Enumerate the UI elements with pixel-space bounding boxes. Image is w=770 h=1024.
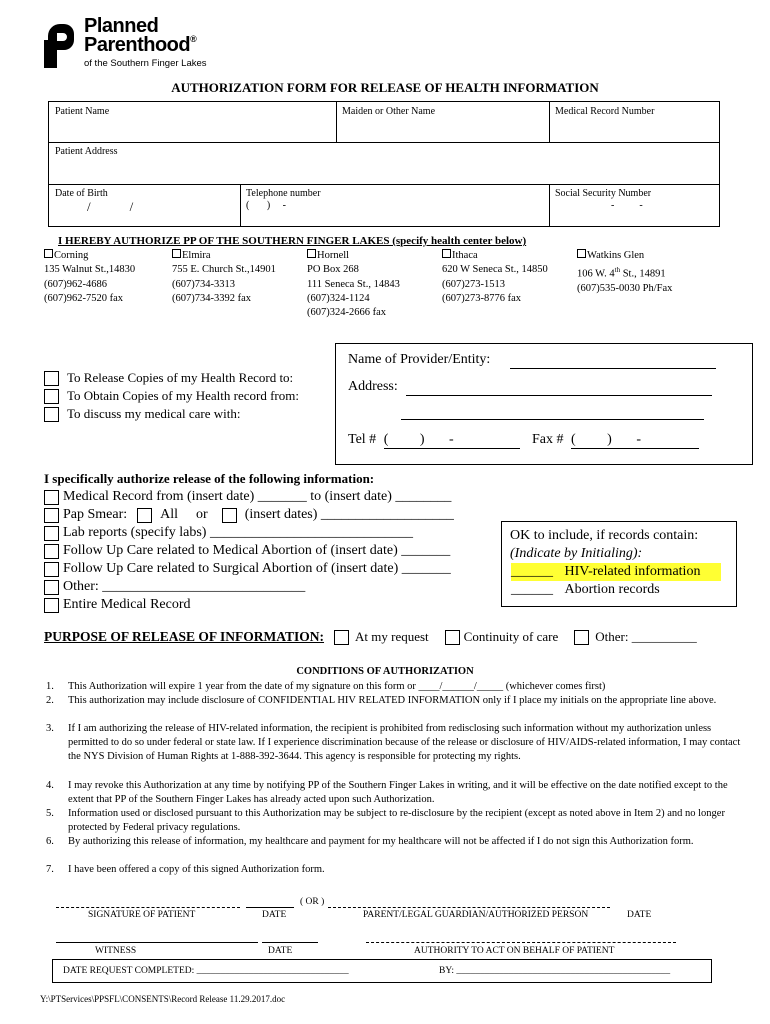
option-release-copies[interactable]	[44, 369, 299, 387]
center-line: (607)324-1124	[307, 292, 370, 304]
center-line: PO Box 268	[307, 264, 359, 276]
option-label: To Obtain Copies of my Health record from:	[67, 388, 299, 403]
center-line: (607)962-4686	[44, 278, 107, 290]
purpose-label: PURPOSE OF RELEASE OF INFORMATION:	[44, 629, 325, 644]
dob-label: Date of Birth	[55, 188, 108, 199]
ssn-format: - -	[611, 200, 643, 211]
center-name: Ithaca	[452, 250, 478, 261]
checkbox-icon	[172, 249, 181, 258]
witness-signature-line[interactable]	[56, 942, 258, 943]
center-line: (607)734-3313	[172, 278, 235, 290]
health-center-watkins-glen	[577, 249, 672, 296]
center-line: (607)962-7520 fax	[44, 292, 124, 304]
provider-fax-row[interactable]	[532, 432, 699, 449]
center-line: 620 W Seneca St., 14850	[442, 264, 548, 276]
condition-text: Information used or disclosed pursuant to this Authorization may be subject to re-disclosure by the recipient (except as noted above in Item 2) and no longer protected by Federal privacy regulations.	[68, 807, 725, 833]
insert-dates-label: (insert dates) ___________________	[244, 507, 454, 522]
provider-name-label: Name of Provider/Entity:	[348, 352, 491, 367]
ok-include-line1: OK to include, if records contain:	[510, 528, 699, 543]
condition-text: I have been offered a copy of this signed Authorization form.	[68, 864, 325, 876]
conditions-list	[46, 680, 746, 890]
center-line: (607)273-1513	[442, 278, 505, 290]
health-center-ithaca	[442, 249, 548, 306]
dob-format: / /	[87, 199, 134, 214]
checkbox-icon	[44, 371, 59, 386]
condition-number: 3.	[46, 723, 54, 735]
authority-line[interactable]	[366, 942, 676, 943]
center-checkbox-watkins-glen[interactable]	[577, 249, 672, 263]
ssn-label: Social Security Number	[555, 188, 652, 199]
or-label: or	[196, 507, 208, 522]
release-item-label: Medical Record from (insert date) _______ to (insert date) ________	[63, 489, 452, 504]
checkbox-icon	[44, 562, 59, 577]
option-label: To discuss my medical care with:	[67, 406, 241, 421]
mrn-label: Medical Record Number	[555, 106, 655, 117]
witness-date-line[interactable]	[262, 942, 318, 943]
patient-date-label: DATE	[262, 910, 287, 920]
patient-info-grid	[48, 101, 720, 227]
release-items	[44, 488, 454, 614]
hiv-blank: ______	[511, 564, 553, 579]
date-of-birth-field[interactable]	[49, 184, 240, 226]
fax-label: Fax #	[532, 432, 564, 447]
checkbox-icon	[577, 249, 586, 258]
logo-line2-text: Parenthood	[84, 34, 191, 56]
release-medical-abortion[interactable]	[44, 542, 454, 560]
parent-signature-line[interactable]	[328, 907, 610, 908]
center-line: 111 Seneca St., 14843	[307, 278, 400, 290]
maiden-name-field[interactable]	[336, 102, 549, 142]
authority-label: AUTHORITY TO ACT ON BEHALF OF PATIENT	[414, 946, 615, 956]
center-checkbox-ithaca[interactable]	[442, 249, 548, 263]
checkbox-icon	[442, 249, 451, 258]
center-line: (607)324-2666 fax	[307, 307, 387, 319]
checkbox-icon	[307, 249, 316, 258]
abortion-blank: ______	[511, 582, 553, 597]
patient-address-field[interactable]	[49, 142, 719, 184]
center-name: Corning	[54, 250, 89, 261]
condition-number: 6.	[46, 836, 54, 848]
purpose-other-label: Other: __________	[595, 629, 697, 644]
release-item-label: Follow Up Care related to Medical Abortion of (insert date) _______	[63, 543, 451, 558]
release-item-label: Other: _____________________________	[63, 579, 306, 594]
logo-line2	[84, 34, 196, 57]
purpose-continuity-label: Continuity of care	[463, 629, 559, 644]
center-line: 755 E. Church St.,14901	[172, 264, 276, 276]
checkbox-icon	[44, 389, 59, 404]
registered-mark: ®	[190, 34, 197, 44]
tel-label: Tel #	[348, 432, 377, 447]
release-pap-smear[interactable]	[44, 506, 454, 524]
page-title: AUTHORIZATION FORM FOR RELEASE OF HEALTH INFORMATION	[171, 80, 599, 95]
release-entire-record[interactable]	[44, 596, 454, 614]
release-item-label: Follow Up Care related to Surgical Abortion of (insert date) _______	[63, 561, 451, 576]
fax-format: ( ) -	[571, 432, 699, 449]
provider-address-row[interactable]	[348, 379, 748, 395]
telephone-format: ( ) -	[246, 200, 286, 211]
witness-label: WITNESS	[95, 946, 137, 956]
purpose-other-checkbox-icon[interactable]	[574, 630, 589, 645]
health-center-hornell	[307, 249, 400, 320]
provider-name-line	[510, 368, 716, 369]
pap-smear-label: Pap Smear:	[63, 507, 128, 522]
condition-text: By authorizing this release of information, my healthcare and payment for my healthcare will not be affected if I do not sign this Authorization form.	[68, 836, 694, 848]
provider-box	[335, 343, 753, 465]
checkbox-icon	[44, 490, 59, 505]
medical-record-number-field[interactable]	[549, 102, 719, 142]
center-line: (607)273-8776 fax	[442, 292, 522, 304]
ssn-field[interactable]	[549, 184, 719, 226]
checkbox-all-icon[interactable]	[137, 508, 152, 523]
purpose-request-checkbox-icon[interactable]	[334, 630, 349, 645]
file-path-footer: Y:\PTServices\PPSFL\CONSENTS\Record Release 11.29.2017.doc	[40, 994, 286, 1004]
parent-label: PARENT/LEGAL GUARDIAN/AUTHORIZED PERSON	[363, 910, 589, 920]
patient-date-line[interactable]	[246, 907, 294, 908]
date-request-completed[interactable]: DATE REQUEST COMPLETED: ________________________________	[63, 966, 349, 976]
center-checkbox-elmira[interactable]	[172, 249, 276, 263]
or-separator: ( OR )	[300, 897, 325, 907]
center-name: Elmira	[182, 250, 211, 261]
telephone-label: Telephone number	[246, 188, 321, 199]
condition-number: 5.	[46, 807, 54, 819]
condition-text: I may revoke this Authorization at any time by notifying PP of the Southern Finger Lakes in writing, and it will be effective on the date notified except to the extent that PP of the Southern Finger Lakes has already acted upon such Authorization.	[68, 779, 728, 805]
health-center-elmira	[172, 249, 276, 306]
checkbox-icon	[44, 598, 59, 613]
option-discuss-care[interactable]	[44, 405, 299, 423]
health-center-corning	[44, 249, 135, 306]
provider-address-line-2[interactable]	[401, 419, 704, 420]
purpose-row	[44, 629, 697, 645]
option-obtain-copies[interactable]	[44, 387, 299, 405]
conditions-heading: CONDITIONS OF AUTHORIZATION	[296, 666, 474, 677]
option-label: To Release Copies of my Health Record to:	[67, 370, 294, 385]
provider-address-line	[406, 395, 712, 396]
purpose-request-label: At my request	[355, 629, 429, 644]
checkbox-icon	[44, 526, 59, 541]
release-lab-reports[interactable]	[44, 524, 454, 542]
patient-name-label: Patient Name	[55, 106, 110, 117]
logo-line3: of the Southern Finger Lakes	[84, 58, 207, 69]
ok-include-line2: (Indicate by Initialing):	[510, 546, 643, 561]
request-completed-box	[52, 959, 712, 983]
patient-name-field[interactable]	[49, 102, 336, 142]
center-name: Watkins Glen	[587, 250, 645, 261]
release-medical-record[interactable]	[44, 488, 454, 506]
checkbox-icon	[44, 249, 53, 258]
release-heading: I specifically authorize release of the following information:	[44, 471, 375, 486]
abortion-label: Abortion records	[564, 582, 660, 597]
release-surgical-abortion[interactable]	[44, 560, 454, 578]
hiv-label: HIV-related information	[564, 564, 701, 579]
action-options	[44, 369, 299, 423]
condition-text: This Authorization will expire 1 year from the date of my signature on this form or ____/______/_____ (whichever comes first)	[68, 681, 606, 692]
center-checkbox-hornell[interactable]	[307, 249, 400, 263]
abortion-row[interactable]	[511, 581, 736, 599]
completed-by[interactable]: BY: _____________________________________________	[439, 966, 671, 976]
center-checkbox-corning[interactable]	[44, 249, 135, 263]
center-line: 135 Walnut St.,14830	[44, 264, 136, 276]
ok-include-box	[501, 521, 737, 607]
release-item-label: Entire Medical Record	[63, 597, 191, 612]
signature-of-patient-label: SIGNATURE OF PATIENT	[88, 910, 196, 920]
center-line: 106 W. 4th St., 14891	[577, 266, 666, 280]
maiden-name-label: Maiden or Other Name	[342, 106, 436, 117]
center-line: (607)734-3392 fax	[172, 292, 252, 304]
center-line: (607)535-0030 Ph/Fax	[577, 283, 673, 295]
authorize-heading: I HEREBY AUTHORIZE PP OF THE SOUTHERN FINGER LAKES (specify health center below)	[58, 235, 527, 247]
parent-date-label: DATE	[627, 910, 652, 920]
all-label: All	[160, 507, 179, 522]
hiv-row[interactable]	[511, 563, 721, 581]
release-item-label: Lab reports (specify labs) _____________________________	[63, 525, 413, 540]
patient-signature-line[interactable]	[56, 907, 240, 908]
condition-text: If I am authorizing the release of HIV-related information, the recipient is prohibited from redisclosing such information without my authorization unless permitted to do so under federal or state law. If I experience discrimination because of the release or disclosure of HIV/AIDS-related information, I may contact the NYS Division of Human Rights at 1-888-392-3644. This agency is responsible for protecting my rights.	[68, 723, 741, 763]
witness-date-label: DATE	[268, 946, 293, 956]
condition-number: 1.	[46, 681, 54, 692]
purpose-continuity-checkbox-icon[interactable]	[445, 630, 460, 645]
logo	[44, 15, 244, 70]
condition-number: 2.	[46, 695, 54, 707]
checkbox-icon	[44, 508, 59, 523]
checkbox-icon	[44, 407, 59, 422]
condition-number: 4.	[46, 779, 54, 791]
patient-address-label: Patient Address	[55, 146, 118, 157]
telephone-field[interactable]	[240, 184, 549, 226]
checkbox-icon	[44, 580, 59, 595]
logo-line1: Planned	[84, 15, 159, 37]
condition-number: 7.	[46, 864, 54, 876]
tel-format: ( ) -	[384, 432, 520, 449]
center-name: Hornell	[317, 250, 350, 261]
planned-parenthood-logo-icon	[44, 20, 76, 68]
provider-tel-row[interactable]	[348, 432, 520, 449]
provider-address-label: Address:	[348, 379, 398, 394]
checkbox-icon	[44, 544, 59, 559]
condition-text: This authorization may include disclosure of CONFIDENTIAL HIV RELATED INFORMATION only if I place my initials on the appropriate line above.	[68, 695, 717, 707]
checkbox-dates-icon[interactable]	[222, 508, 237, 523]
provider-name-row[interactable]	[348, 352, 748, 368]
release-other[interactable]	[44, 578, 454, 596]
